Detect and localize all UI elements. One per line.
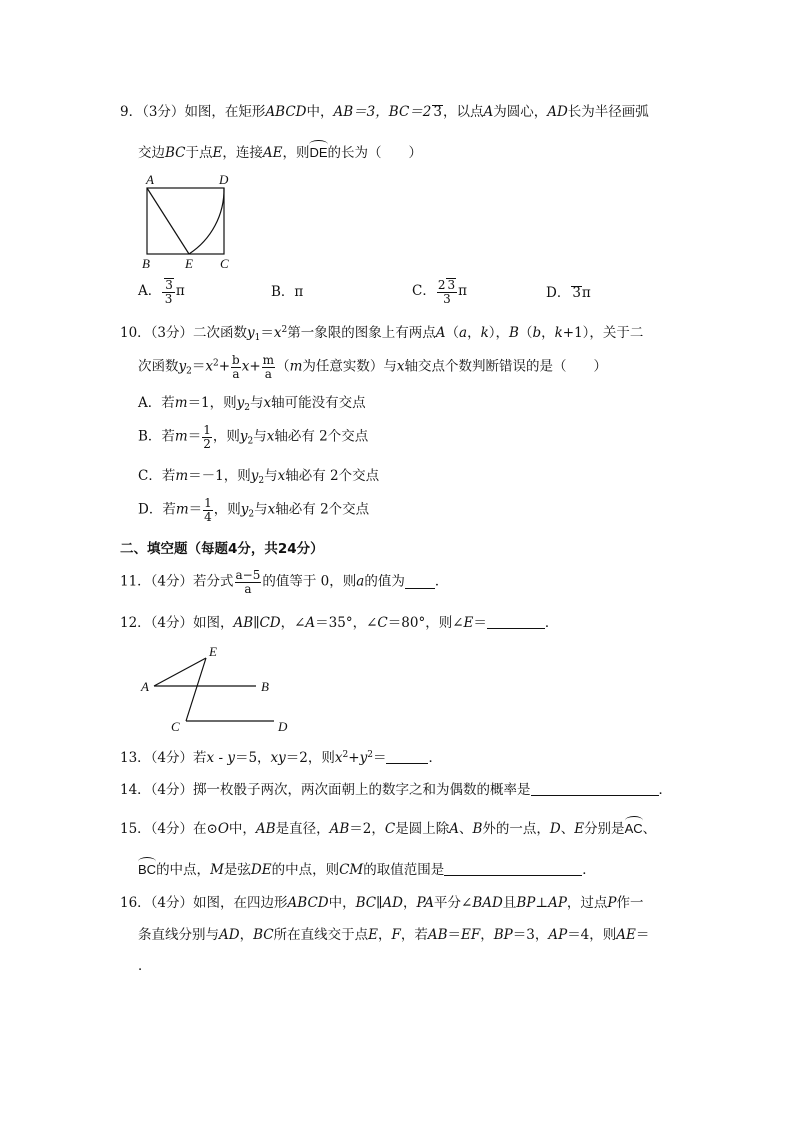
q9-line2: 交边BC于点E，连接AE，则DE的长为（ ） bbox=[138, 145, 423, 161]
question-number: 9．（3分） bbox=[120, 104, 185, 120]
label-a: A bbox=[141, 679, 149, 694]
label-c: C bbox=[171, 719, 180, 734]
rectangle-abcd bbox=[147, 188, 224, 254]
q15-line1: 15．（4分）在⊙O中，AB是直径，AB＝2，C是圆上除A、B外的一点，D、E分别是AC、 bbox=[120, 821, 657, 837]
q9-option-c: C． $\frac{2 3}{3}$ π bbox=[412, 278, 467, 306]
q10-option-c: C．若m＝－1，则$y_2$与x轴必有 2个交点 bbox=[138, 468, 380, 486]
q10-option-d: D．若m＝ $\frac{1}{4}$ ，则$y_2$与x轴必有 2个交点 bbox=[138, 496, 370, 524]
answer-blank[interactable] bbox=[531, 782, 659, 796]
q9-line1: 9．（3分）如图，在矩形ABCD中，AB＝3，BC＝2 3，以点A为圆心，AD长为半径画弧 bbox=[120, 104, 649, 120]
q9-figure bbox=[136, 168, 246, 272]
q14-line: 14．（4分）掷一枚骰子两次，两次面朝上的数字之和为偶数的概率是 ． bbox=[120, 782, 673, 798]
q10-line1: 10．（3分）二次函数$y_1=x^2$第一象限的图象上有两点A（a，k），B（b，k+1），关于二 bbox=[120, 325, 644, 343]
q16-line2: 条直线分别与AD，BC所在直线交于点E，F，若AB＝EF，BP＝3，AP＝4，则AE＝ bbox=[138, 927, 650, 943]
q9-option-b: B．π bbox=[271, 284, 304, 300]
label-c: C bbox=[220, 256, 229, 271]
question-number: 16．（4分） bbox=[120, 895, 194, 911]
answer-blank[interactable] bbox=[444, 862, 582, 876]
q9-option-a: A． $\frac{3}{3}$ π bbox=[138, 278, 185, 306]
fraction: $\frac{2 3}{3}$ bbox=[437, 278, 456, 306]
q10-option-b: B．若m＝ $\frac{1}{2}$ ，则$y_2$与x轴必有 2个交点 bbox=[138, 423, 369, 451]
q10-option-a: A．若m＝1，则$y_2$与x轴可能没有交点 bbox=[138, 395, 366, 413]
q9-option-d: D． 3π bbox=[546, 285, 591, 301]
fraction-b-over-a: $\frac{b}{a}$ bbox=[232, 353, 240, 381]
fraction: $\frac{1}{4}$ bbox=[204, 496, 212, 524]
label-d: D bbox=[278, 719, 288, 734]
q12-figure bbox=[138, 643, 298, 735]
arc-de bbox=[189, 188, 224, 254]
sqrt: 3 bbox=[433, 104, 442, 120]
q16-line1: 16．（4分）如图，在四边形ABCD中，BC∥AD，PA平分∠BAD且BP⊥AP，过点P作一 bbox=[120, 895, 644, 911]
fraction: $\frac{1}{2}$ bbox=[203, 423, 211, 451]
question-number: 15．（4分） bbox=[120, 821, 194, 837]
question-number: 11．（4分） bbox=[120, 573, 194, 590]
q11-line: 11．（4分）若分式 $\frac{a-5}{a}$ 的值等于 0，则a的值为 ． bbox=[120, 568, 449, 596]
answer-blank[interactable] bbox=[386, 750, 428, 764]
fraction: $\frac{a-5}{a}$ bbox=[235, 568, 261, 596]
question-number: 10．（3分） bbox=[120, 325, 194, 341]
arc-notation: AC bbox=[624, 821, 643, 836]
segment-ae bbox=[147, 188, 189, 254]
fraction: $\frac{3}{3}$ bbox=[162, 278, 175, 305]
q13-line: 13．（4分）若x - y＝5，xy＝2，则$x^2+y^2=$ ． bbox=[120, 750, 442, 766]
question-number: 14．（4分） bbox=[120, 782, 194, 798]
label-d: D bbox=[219, 172, 229, 187]
arc-notation: BC bbox=[138, 862, 157, 877]
label-a: A bbox=[146, 172, 154, 187]
question-number: 13．（4分） bbox=[120, 750, 194, 766]
q10-line2: 次函数$y_2=x^2+$ $\frac{b}{a}$ x+ $\frac{m}{a}$ （m为任意实数）与x轴交点个数判断错误的是（ ） bbox=[138, 353, 607, 381]
q12-line: 12．（4分）如图，AB∥CD，∠A＝35°，∠C＝80°，则∠E＝ ． bbox=[120, 615, 559, 631]
section-title: 二、填空题（每题4分，共24分） bbox=[120, 541, 324, 557]
arc-notation: DE bbox=[309, 145, 328, 160]
label-e: E bbox=[209, 644, 217, 659]
answer-blank[interactable] bbox=[405, 575, 435, 589]
q16-line3: ． bbox=[138, 958, 152, 974]
fraction-m-over-a: $\frac{m}{a}$ bbox=[262, 353, 275, 381]
label-b: B bbox=[142, 256, 150, 271]
label-e: E bbox=[185, 256, 193, 271]
answer-blank[interactable] bbox=[487, 615, 545, 629]
question-number: 12．（4分） bbox=[120, 615, 194, 631]
q15-line2: BC的中点，M是弦DE的中点，则CM的取值范围是 ． bbox=[138, 862, 596, 878]
label-b: B bbox=[261, 679, 269, 694]
